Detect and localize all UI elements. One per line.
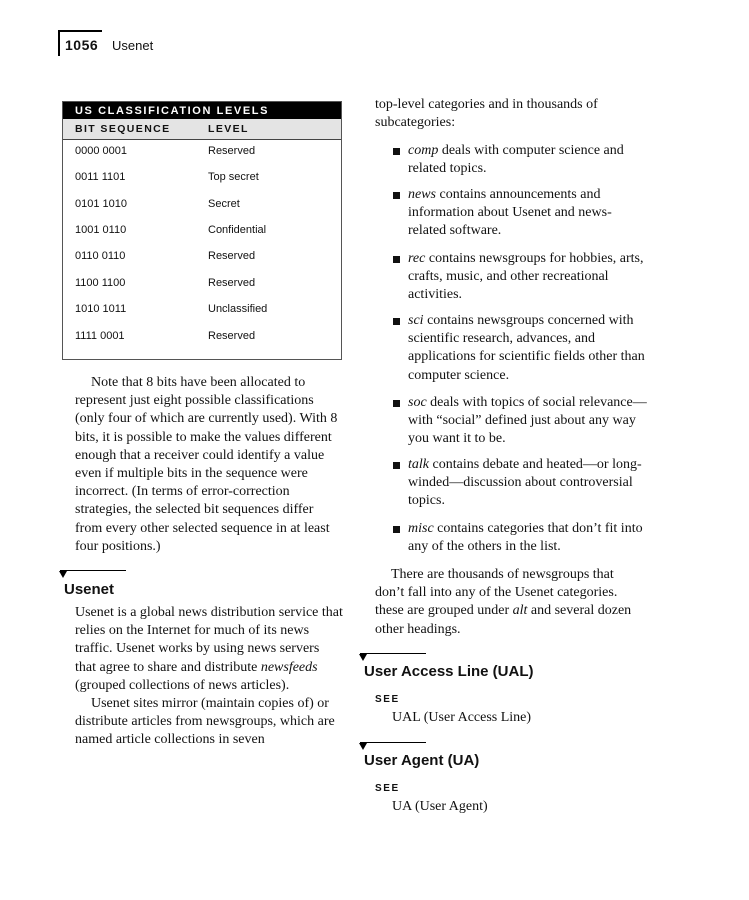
category-term: news (408, 187, 436, 202)
level-cell: Top secret (208, 171, 259, 183)
list-item (408, 186, 648, 241)
list-item (408, 312, 648, 385)
ual-see-reference[interactable]: UAL (User Access Line) (392, 710, 532, 725)
table-header-row (63, 119, 341, 140)
usenet-heading: Usenet (64, 581, 115, 598)
bit-sequence-cell: 1100 1100 (75, 277, 126, 289)
usenet-para1-end: (grouped collections of news articles). (75, 677, 290, 693)
usenet-paragraph-2-continued: top-level categories and in thousands of subcategories: (375, 97, 598, 131)
usenet-body (75, 604, 343, 750)
list-item (408, 142, 648, 178)
category-term: sci (408, 313, 424, 328)
list-item (408, 520, 648, 556)
level-cell: Reserved (208, 145, 256, 157)
closing-paragraph (375, 566, 645, 639)
note-paragraph: Note that 8 bits have been allocated to represent just eight possible classifications (only four of which are currently used). With 8 bits, it is possible to make the values different enough that a receiver could identify a value even if multiple bits in the sequence were incorrect. (In terms of error-correction strategies, the selected bit sequences differ from every other selected sequence in at least four positions.) (75, 375, 338, 554)
bit-sequence-cell: 1001 0110 (75, 224, 127, 236)
closing-end: and several dozen other headings. (375, 603, 632, 637)
section-marker-icon (359, 743, 367, 750)
table-row (63, 301, 341, 321)
ual-heading: User Access Line (UAL) (364, 663, 534, 680)
column-header-level: LEVEL (208, 123, 249, 135)
classification-table (62, 101, 342, 360)
category-term: misc (408, 521, 434, 536)
level-cell: Confidential (208, 224, 267, 236)
table-row (63, 328, 341, 348)
usenet-paragraph-2: Usenet sites mirror (maintain copies of) or distribute articles from newsgroups, which are named article collections in seven (75, 696, 335, 748)
ua-see-reference[interactable]: UA (User Agent) (392, 799, 488, 814)
level-cell: Unclassified (208, 303, 268, 315)
level-cell: Secret (208, 198, 240, 210)
section-rule (360, 653, 426, 654)
bit-sequence-cell: 0101 1010 (75, 198, 127, 210)
category-desc: deals with computer science and related topics. (408, 143, 624, 177)
table-row (63, 169, 341, 189)
ual-see-label: SEE (375, 694, 400, 705)
level-cell: Reserved (208, 250, 256, 262)
list-item (408, 456, 648, 511)
list-item (408, 394, 648, 449)
closing-text: There are thousands of newsgroups that don’t fall into any of the Usenet categories. these are grouped under (375, 567, 618, 619)
table-row (63, 196, 341, 216)
header-rule-horizontal (58, 30, 102, 32)
category-desc: contains newsgroups for hobbies, arts, crafts, music, and other recreational activities. (408, 251, 644, 303)
bit-sequence-cell: 0011 1101 (75, 171, 126, 183)
category-desc: contains announcements and information about Usenet and news-related software. (408, 187, 612, 239)
bullet-icon (393, 192, 400, 199)
table-row (63, 275, 341, 295)
bit-sequence-cell: 1010 1011 (75, 303, 127, 315)
ua-heading: User Agent (UA) (364, 752, 480, 769)
page-number: 1056 (65, 37, 99, 53)
bullet-icon (393, 462, 400, 469)
table-row (63, 143, 341, 163)
bit-sequence-cell: 1111 0001 (75, 330, 125, 342)
category-term: talk (408, 457, 429, 472)
category-desc: contains debate and heated—or long-winded—discussion about controversial topics. (408, 457, 642, 509)
level-cell: Reserved (208, 330, 256, 342)
bit-sequence-cell: 0110 0110 (75, 250, 126, 262)
level-cell: Reserved (208, 277, 256, 289)
usenet-paragraph-1 (75, 604, 343, 695)
closing-paragraph-block (375, 566, 645, 639)
bullet-icon (393, 318, 400, 325)
category-term: soc (408, 395, 427, 410)
bullet-icon (393, 256, 400, 263)
bit-sequence-cell: 0000 0001 (75, 145, 127, 157)
section-marker-icon (359, 654, 367, 661)
list-item (408, 250, 648, 305)
bullet-icon (393, 148, 400, 155)
bullet-icon (393, 526, 400, 533)
category-desc: contains newsgroups concerned with scientific research, advances, and applications for scientific fields other than computer science. (408, 313, 645, 383)
table-row (63, 222, 341, 242)
table-row (63, 248, 341, 268)
note-paragraph-block (75, 374, 343, 556)
category-desc: contains categories that don’t fit into any of the others in the list. (408, 521, 643, 555)
column-header-bit-sequence: BIT SEQUENCE (75, 123, 171, 135)
category-desc: deals with topics of social relevance—with “social” defined just about any way you want it to be. (408, 395, 647, 447)
usenet-para1-italic: newsfeeds (260, 659, 318, 675)
usenet-para1-text: Usenet is a global news distribution service that relies on the Internet for much of its news traffic. Usenet works by using news servers that agree to share and distribute (75, 605, 343, 675)
bullet-icon (393, 400, 400, 407)
running-title: Usenet (112, 38, 154, 53)
section-rule (60, 570, 126, 571)
table-title: US CLASSIFICATION LEVELS (63, 102, 341, 119)
section-marker-icon (59, 571, 67, 578)
category-term: comp (408, 143, 439, 158)
header-rule-vertical (58, 30, 60, 56)
category-term: rec (408, 251, 426, 266)
section-rule (360, 742, 426, 743)
ua-see-label: SEE (375, 783, 400, 794)
closing-italic: alt (512, 603, 528, 619)
